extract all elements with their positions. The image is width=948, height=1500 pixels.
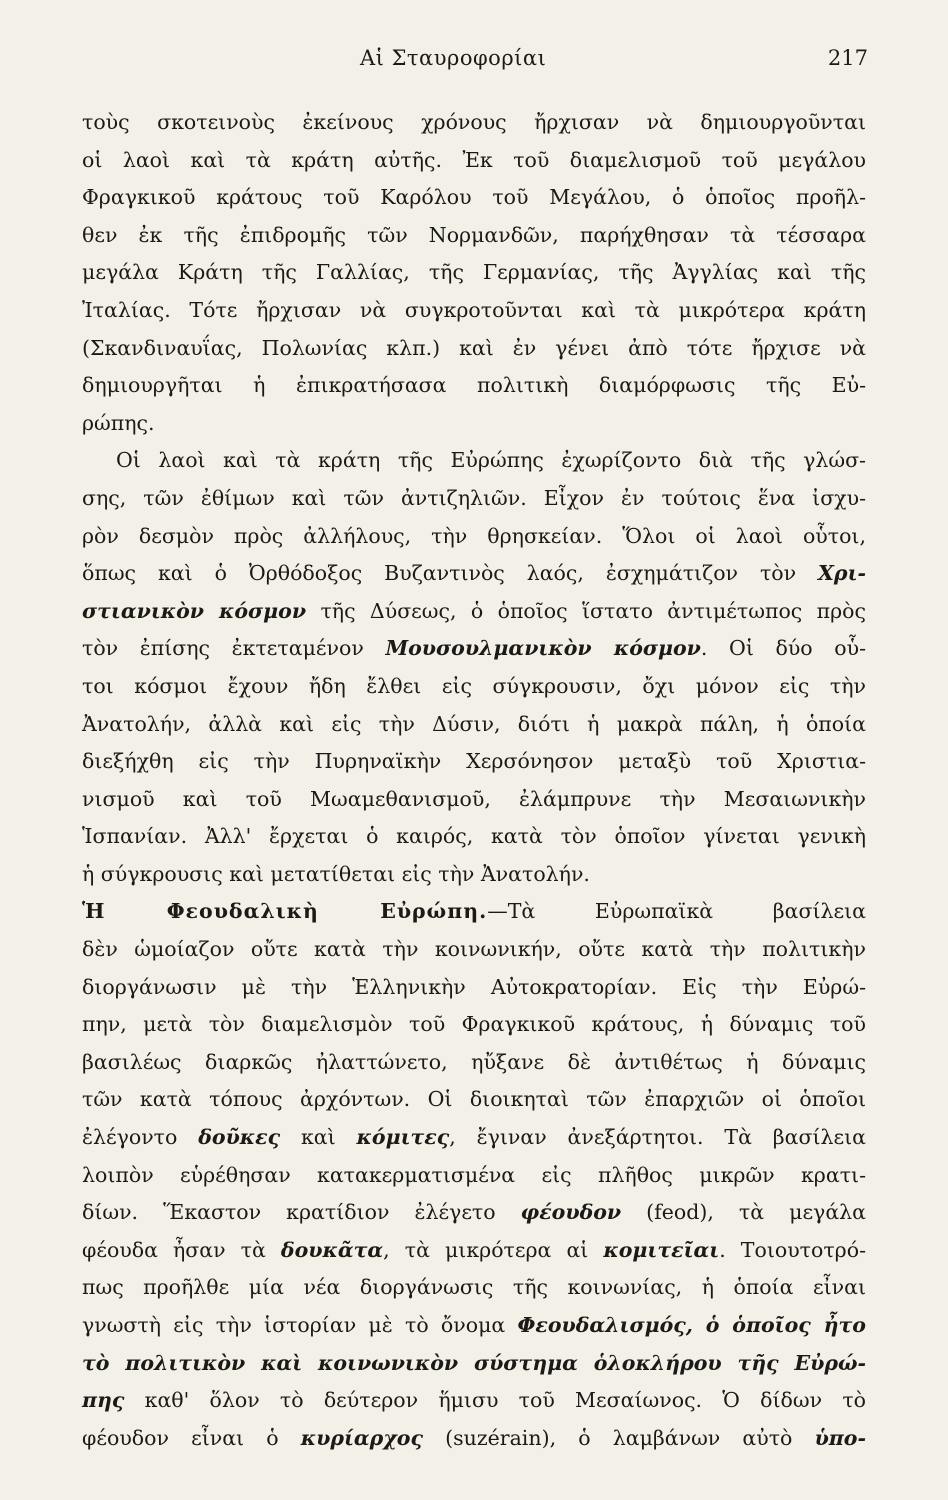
text-line [82,1420,866,1458]
text-line [82,217,866,255]
text-run: τῆς Δύσεως, ὁ ὁποῖος ἵστατο ἀντιμέτωπος πρὸς [306,598,866,623]
emphasized-term: τὸ πολιτικὸν καὶ κοινωνικὸν σύστημα ὁλοκλήρου τῆς Εὐρώ- [82,1350,866,1375]
text-line [82,1119,866,1157]
text-run: ἡ σύγκρουσις καὶ μετατίθεται εἰς τὴν Ἀνατολήν. [82,861,590,886]
emphasized-term: πης [82,1388,125,1413]
text-run: τῶν κατὰ τόπους ἀρχόντων. Οἱ διοικηταὶ τῶν ἐπαρχιῶν οἱ ὁποῖοι [82,1087,866,1112]
text-line [82,630,866,668]
emphasized-term: δουκᾶτα [280,1237,384,1262]
text-run: καὶ [280,1125,357,1150]
text-line [82,1006,866,1044]
text-run: (Σκανδιναυΐας, Πολωνίας κλπ.) καὶ ἐν γένει ἀπὸ τότε ἤρχισε νὰ [82,335,866,360]
emphasized-term: Μουσουλμανικὸν κόσμον [385,636,701,661]
text-run: τὸν ἐπίσης ἐκτεταμένον [82,636,386,661]
text-line [82,1044,866,1082]
text-run: πην, μετὰ τὸν διαμελισμὸν τοῦ Φραγκικοῦ κράτους, ἡ δύναμις τοῦ [82,1012,866,1037]
text-line [82,1345,866,1383]
emphasized-term: Χρι- [818,561,866,586]
text-line [82,1307,866,1345]
text-run: νισμοῦ καὶ τοῦ Μωαμεθανισμοῦ, ἐλάμπρυνε τὴν Μεσαιωνικὴν [82,786,866,811]
page-number: 217 [827,46,868,70]
text-run: μεγάλα Κράτη τῆς Γαλλίας, τῆς Γερμανίας, τῆς Ἀγγλίας καὶ τῆς [82,260,866,285]
text-line [82,367,866,405]
text-run: Ἱσπανίαν. Ἀλλ' ἔρχεται ὁ καιρός, κατὰ τὸν ὁποῖον γίνεται γενικὴ [82,824,866,849]
text-line [82,480,866,518]
text-run: δίων. Ἕκαστον κρατίδιον ἐλέγετο [82,1200,521,1225]
text-run: Οἱ λαοὶ καὶ τὰ κράτη τῆς Εὐρώπης ἐχωρίζοντο διὰ τῆς γλώσ- [116,448,866,473]
text-line [82,1157,866,1195]
text-line [82,518,866,556]
text-run: (suzérain), ὁ λαμβάνων αὐτὸ [422,1425,815,1450]
text-line [82,931,866,969]
text-run: —Τὰ Εὐρωπαϊκὰ βασίλεια [487,899,866,924]
text-run: δὲν ὡμοίαζον οὔτε κατὰ τὴν κοινωνικήν, οὔτε κατὰ τὴν πολιτικὴν [82,937,866,962]
text-run: Ἰταλίας. Τότε ἤρχισαν νὰ συγκροτοῦνται καὶ τὰ μικρότερα κράτη [82,297,866,322]
text-run: οἱ λαοὶ καὶ τὰ κράτη αὐτῆς. Ἐκ τοῦ διαμελισμοῦ τοῦ μεγάλου [82,147,866,172]
text-run: διοργάνωσιν μὲ τὴν Ἑλληνικὴν Αὐτοκρατορίαν. Εἰς τὴν Εὐρώ- [82,974,866,999]
emphasized-term: κυρίαρχος [300,1425,423,1450]
text-run: ὅπως καὶ ὁ Ὀρθόδοξος Βυζαντινὸς λαός, ἐσχημάτιζον τὸν [82,561,819,586]
text-line [82,555,866,593]
emphasized-term: δοῦκες [198,1125,281,1150]
text-run: λοιπὸν εὑρέθησαν κατακερματισμένα εἰς πλῆθος μικρῶν κρατι- [82,1162,866,1187]
text-run: φέουδα ἦσαν τὰ [82,1237,281,1262]
text-run: τοι κόσμοι ἔχουν ἤδη ἔλθει εἰς σύγκρουσιν, ὄχι μόνον εἰς τὴν [82,673,866,698]
text-run: Ἀνατολήν, ἀλλὰ καὶ εἰς τὴν Δύσιν, διότι ἡ μακρὰ πάλη, ἡ ὁποία [82,711,866,736]
emphasized-term: φέουδον [520,1200,622,1225]
text-line [82,330,866,368]
emphasized-term: κόμιτες [356,1125,450,1150]
text-line [82,1194,866,1232]
text-line [82,668,866,706]
text-run: ρὸν δεσμὸν πρὸς ἀλλήλους, τὴν θρησκείαν. Ὅλοι οἱ λαοὶ οὗτοι, [82,523,866,548]
text-line [82,1081,866,1119]
text-run: πως προῆλθε μία νέα διοργάνωσις τῆς κοινωνίας, ἡ ὁποία εἶναι [82,1275,866,1300]
text-run: ἐλέγοντο [82,1125,199,1150]
body-text [82,104,866,1457]
text-run: , τὰ μικρότερα αἱ [383,1237,604,1262]
text-run: διεξήχθη εἰς τὴν Πυρηναϊκὴν Χερσόνησον μεταξὺ τοῦ Χριστια- [82,749,866,774]
section-heading: Ἡ Φεουδαλικὴ Εὐρώπη. [82,899,488,924]
emphasized-term: ὑπο- [814,1425,866,1450]
text-line [82,292,866,330]
text-run: (feod), τὰ μεγάλα [621,1200,866,1225]
text-line [82,142,866,180]
text-line [82,1269,866,1307]
text-run: ρώπης. [82,410,155,435]
emphasized-term: κομιτεῖαι [603,1237,720,1262]
text-run: δημιουργῆται ἡ ἐπικρατήσασα πολιτικὴ διαμόρφωσις τῆς Εὐ- [82,373,866,398]
text-run: Φραγκικοῦ κράτους τοῦ Καρόλου τοῦ Μεγάλου, ὁ ὁποῖος προῆλ- [82,185,866,210]
emphasized-term: Φεουδαλισμός, ὁ ὁποῖος ἦτο [517,1313,866,1337]
running-head [0,40,948,80]
text-line [82,856,866,894]
text-line [82,818,866,856]
text-line [82,706,866,744]
text-line [82,1382,866,1420]
text-line [82,893,866,931]
running-head-title: Αἱ Σταυροφορίαι [360,46,547,70]
text-run: θεν ἐκ τῆς ἐπιδρομῆς τῶν Νορμανδῶν, παρήχθησαν τὰ τέσσαρα [82,222,866,247]
text-run: καθ' ὅλον τὸ δεύτερον ἥμισυ τοῦ Μεσαίωνος. Ὁ δίδων τὸ [124,1388,866,1413]
text-run: . Τοιουτοτρό- [719,1237,867,1262]
text-line [82,405,866,443]
text-run: σης, τῶν ἐθίμων καὶ τῶν ἀντιζηλιῶν. Εἶχον ἐν τούτοις ἕνα ἰσχυ- [82,485,866,510]
text-run: , ἔγιναν ἀνεξάρτητοι. Τὰ βασίλεια [449,1125,866,1150]
text-line [82,781,866,819]
text-run: βασιλέως διαρκῶς ἠλαττώνετο, ηὔξανε δὲ ἀντιθέτως ἡ δύναμις [82,1049,866,1074]
emphasized-term: στιανικὸν κόσμον [82,598,307,623]
text-line [82,179,866,217]
text-line [82,104,866,142]
text-line [82,743,866,781]
text-run: γνωστὴ εἰς τὴν ἱστορίαν μὲ τὸ ὄνομα [82,1313,518,1337]
text-line [82,1232,866,1270]
text-line [82,254,866,292]
text-line [82,593,866,631]
text-line [82,442,866,480]
text-run: φέουδον εἶναι ὁ [82,1425,301,1450]
text-run: . Οἱ δύο οὗ- [700,636,866,661]
text-line [82,969,866,1007]
text-run: τοὺς σκοτεινοὺς ἐκείνους χρόνους ἤρχισαν νὰ δημιουργοῦνται [82,110,866,134]
